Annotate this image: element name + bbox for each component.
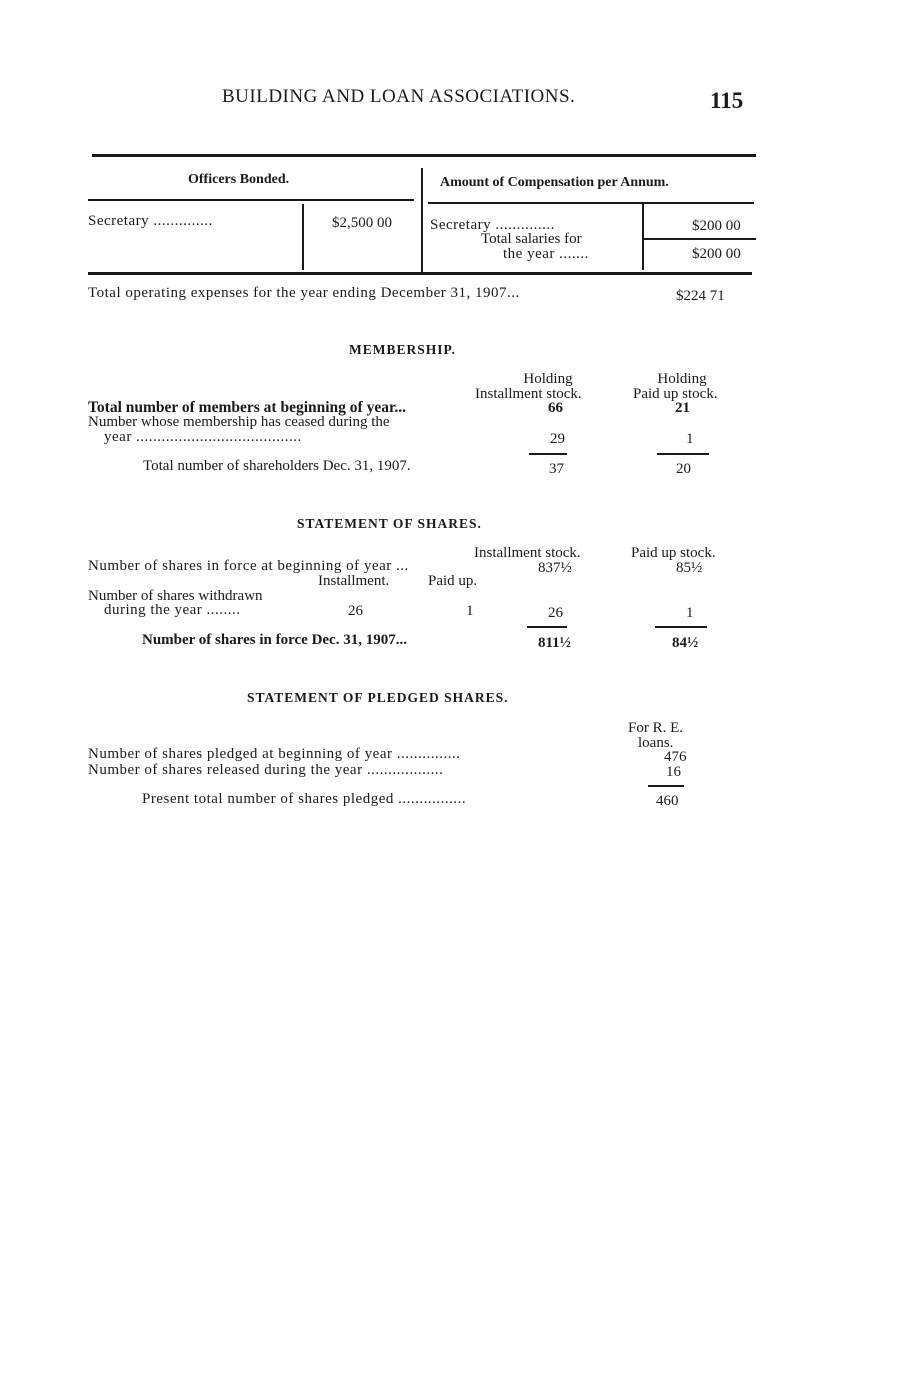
shares-withdrawn-label-line1: Number of shares withdrawn (88, 588, 263, 604)
total-salaries-amount: $200 00 (692, 246, 741, 262)
shares-withdrawn-label-line2: during the year ........ (104, 602, 241, 618)
shares-title: STATEMENT OF SHARES. (297, 516, 482, 531)
members-beginning-label: Total number of members at beginning of year... (88, 399, 407, 416)
officer-row-label: Secretary .............. (88, 213, 213, 229)
shares-withdrawn-installment: 26 (548, 605, 563, 621)
officers-bonded-header: Officers Bonded. (188, 172, 290, 187)
total-shareholders-paid-up: 20 (676, 461, 691, 477)
compensation-row-label: Secretary .............. (430, 217, 555, 233)
shares-pledged-beginning-value: 476 (664, 749, 687, 765)
shares-released-value: 16 (666, 764, 681, 780)
shares-beginning-installment: 837½ (538, 560, 572, 576)
officer-row-bond-amount: $2,500 00 (332, 215, 392, 231)
shares-beginning-label: Number of shares in force at beginning of year ... (88, 558, 409, 574)
members-ceased-installment: 29 (550, 431, 565, 447)
shares-beginning-paid-up: 85½ (676, 560, 703, 576)
operating-expenses-label: Total operating expenses for the year ending December 31, 1907... (88, 285, 520, 301)
pledged-col-header-line1: For R. E. (628, 720, 684, 736)
withdrawn-installment-detail: 26 (348, 603, 363, 619)
shares-withdrawn-paid-up: 1 (686, 605, 694, 621)
withdrawn-paid-up-detail: 1 (466, 603, 474, 619)
running-header: BUILDING AND LOAN ASSOCIATIONS. (222, 86, 576, 107)
page-number: 115 (710, 88, 744, 113)
total-shareholders-installment: 37 (549, 461, 564, 477)
members-ceased-paid-up: 1 (686, 431, 694, 447)
membership-title: MEMBERSHIP. (349, 342, 456, 357)
shares-in-force-installment: 811½ (538, 635, 571, 651)
withdrawn-subheader-installment: Installment. (318, 573, 390, 589)
members-ceased-label-line2: year ....................................... (104, 429, 302, 445)
total-salaries-label-line2: the year ....... (503, 246, 589, 262)
present-pledged-value: 460 (656, 793, 679, 809)
compensation-row-amount: $200 00 (692, 218, 741, 234)
shares-col1-header: Installment stock. (474, 545, 581, 561)
membership-col2-header-line2: Paid up stock. (633, 386, 718, 402)
shares-pledged-beginning-label: Number of shares pledged at beginning of year ............... (88, 746, 461, 762)
pledged-col-header-line2: loans. (638, 735, 674, 751)
membership-col2-header: Holding (657, 371, 707, 387)
present-pledged-label: Present total number of shares pledged ................ (142, 791, 467, 807)
membership-col1-header: Holding (523, 371, 573, 387)
total-salaries-label-line1: Total salaries for (481, 231, 582, 247)
compensation-header: Amount of Compensation per Annum. (440, 175, 669, 190)
shares-col2-header: Paid up stock. (631, 545, 716, 561)
membership-col1-header-line2: Installment stock. (475, 386, 582, 402)
withdrawn-subheader-paid-up: Paid up. (428, 573, 478, 589)
shares-in-force-paid-up: 84½ (672, 635, 699, 651)
shares-in-force-label: Number of shares in force Dec. 31, 1907... (142, 632, 407, 648)
members-beginning-paid-up: 21 (675, 400, 690, 416)
total-shareholders-label: Total number of shareholders Dec. 31, 1907. (143, 458, 411, 474)
members-beginning-installment: 66 (548, 400, 563, 416)
operating-expenses-amount: $224 71 (676, 288, 725, 304)
pledged-title: STATEMENT OF PLEDGED SHARES. (247, 690, 509, 705)
shares-released-label: Number of shares released during the year .................. (88, 762, 444, 778)
members-ceased-label-line1: Number whose membership has ceased during the (88, 414, 390, 430)
